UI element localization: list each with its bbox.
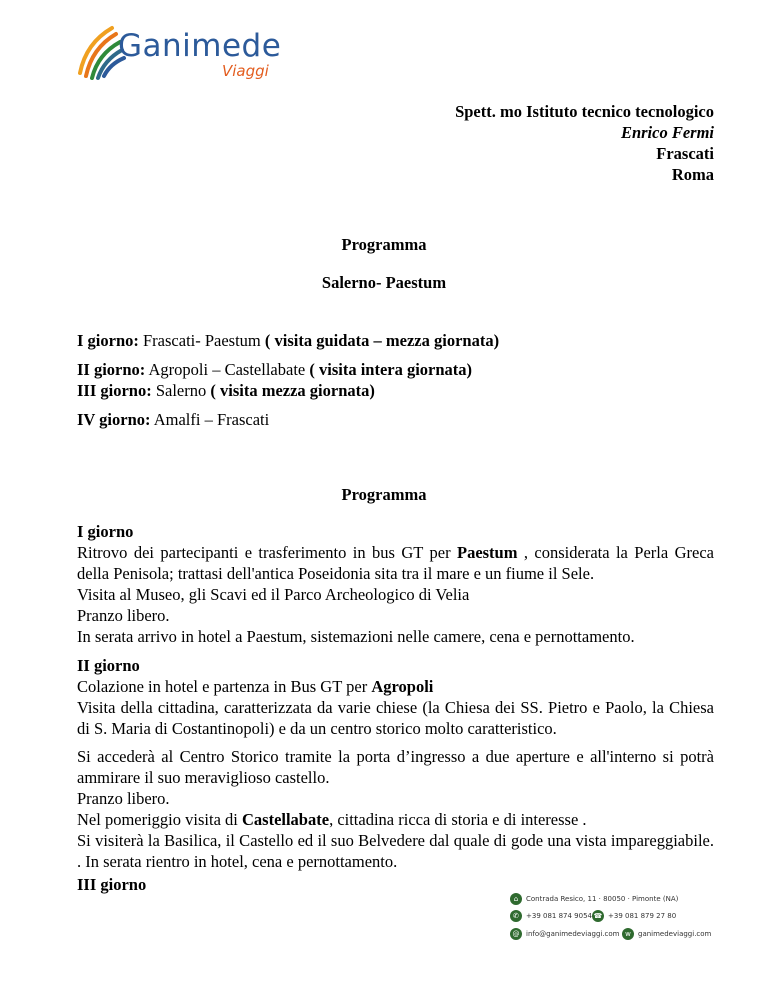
day-1-section bbox=[77, 521, 714, 647]
fax-icon: ☎ bbox=[593, 912, 603, 920]
day-2-paragraph-6: Si visiterà la Basilica, il Castello ed il suo Belvedere dal quale di gode una vista impareggiabile. . In serata rientro in hotel, cena e pernottamento. bbox=[77, 831, 714, 871]
overview-day-1: I giorno: Frascati- Paestum ( visita guidata – mezza giornata) bbox=[77, 331, 500, 350]
address-line-2: Enrico Fermi bbox=[620, 123, 714, 142]
day-1-paragraph-4: In serata arrivo in hotel a Paestum, sistemazioni nelle camere, cena e pernottamento. bbox=[77, 627, 635, 646]
day-1-paragraph-2: Visita al Museo, gli Scavi ed il Parco Archeologico di Velia bbox=[77, 585, 470, 604]
footer-phone-1: ✆ +39 081 874 9054 bbox=[510, 910, 592, 922]
phone-icon: ✆ bbox=[510, 910, 522, 922]
footer-phone-2: ☎ +39 081 879 27 80 bbox=[593, 912, 677, 920]
address-line-4: Roma bbox=[671, 165, 714, 184]
day-1-paragraph-3: Pranzo libero. bbox=[77, 606, 170, 625]
day-2-paragraph-4: Pranzo libero. bbox=[77, 789, 170, 808]
day-2-section bbox=[77, 655, 714, 872]
day-2-paragraph-5: Nel pomeriggio visita di Castellabate, cittadina ricca di storia e di interesse . bbox=[77, 810, 587, 829]
address-line-3: Frascati bbox=[656, 144, 714, 163]
day-1-title: I giorno bbox=[77, 522, 134, 541]
footer-web[interactable]: w ganimedeviaggi.com bbox=[622, 928, 711, 940]
day-2-paragraph-2: Visita della cittadina, caratterizzata da varie chiese (la Chiesa dei SS. Pietro e Paolo, la Chiesa di S. Maria di Costantinopoli) e da un centro storico molto caratteristico. bbox=[77, 698, 714, 738]
day-3-title: III giorno bbox=[77, 875, 147, 894]
web-icon: w bbox=[622, 928, 634, 940]
overview-day-3: III giorno: Salerno ( visita mezza giornata) bbox=[77, 381, 375, 400]
heading-programma: Programma bbox=[341, 235, 427, 254]
overview-day-4: IV giorno: Amalfi – Frascati bbox=[77, 410, 270, 429]
email-icon: @ bbox=[510, 928, 522, 940]
day-3-section bbox=[77, 874, 714, 895]
heading-salerno-paestum: Salerno- Paestum bbox=[321, 273, 447, 292]
footer-address: ⌂ Contrada Resico, 11 · 80050 · Pimonte (NA) bbox=[510, 893, 678, 905]
location-icon: ⌂ bbox=[510, 893, 522, 905]
overview-day-2: II giorno: Agropoli – Castellabate ( visita intera giornata) bbox=[77, 360, 473, 379]
day-2-title: II giorno bbox=[77, 656, 140, 675]
logo-subtitle: Viaggi bbox=[222, 62, 269, 80]
recipient-address bbox=[455, 101, 714, 185]
logo-brand: Ganimede bbox=[118, 28, 282, 64]
day-1-paragraph-1: Ritrovo dei partecipanti e trasferimento in bus GT per Paestum , considerata la Perla Greca della Penisola; trattasi dell'antica Poseidonia sita tra il mare e un fiume il Sele. bbox=[77, 543, 714, 583]
company-logo bbox=[72, 18, 292, 88]
day-2-paragraph-3: Si accederà al Centro Storico tramite la porta d’ingresso a due aperture e all'interno si potrà ammirare il suo meraviglioso castello. bbox=[77, 747, 714, 787]
heading-programma-2: Programma bbox=[341, 485, 427, 504]
footer-email[interactable]: @ info@ganimedeviaggi.com bbox=[510, 928, 620, 940]
day-2-paragraph-1: Colazione in hotel e partenza in Bus GT per Agropoli bbox=[77, 677, 434, 696]
address-line-1: Spett. mo Istituto tecnico tecnologico bbox=[455, 102, 714, 121]
